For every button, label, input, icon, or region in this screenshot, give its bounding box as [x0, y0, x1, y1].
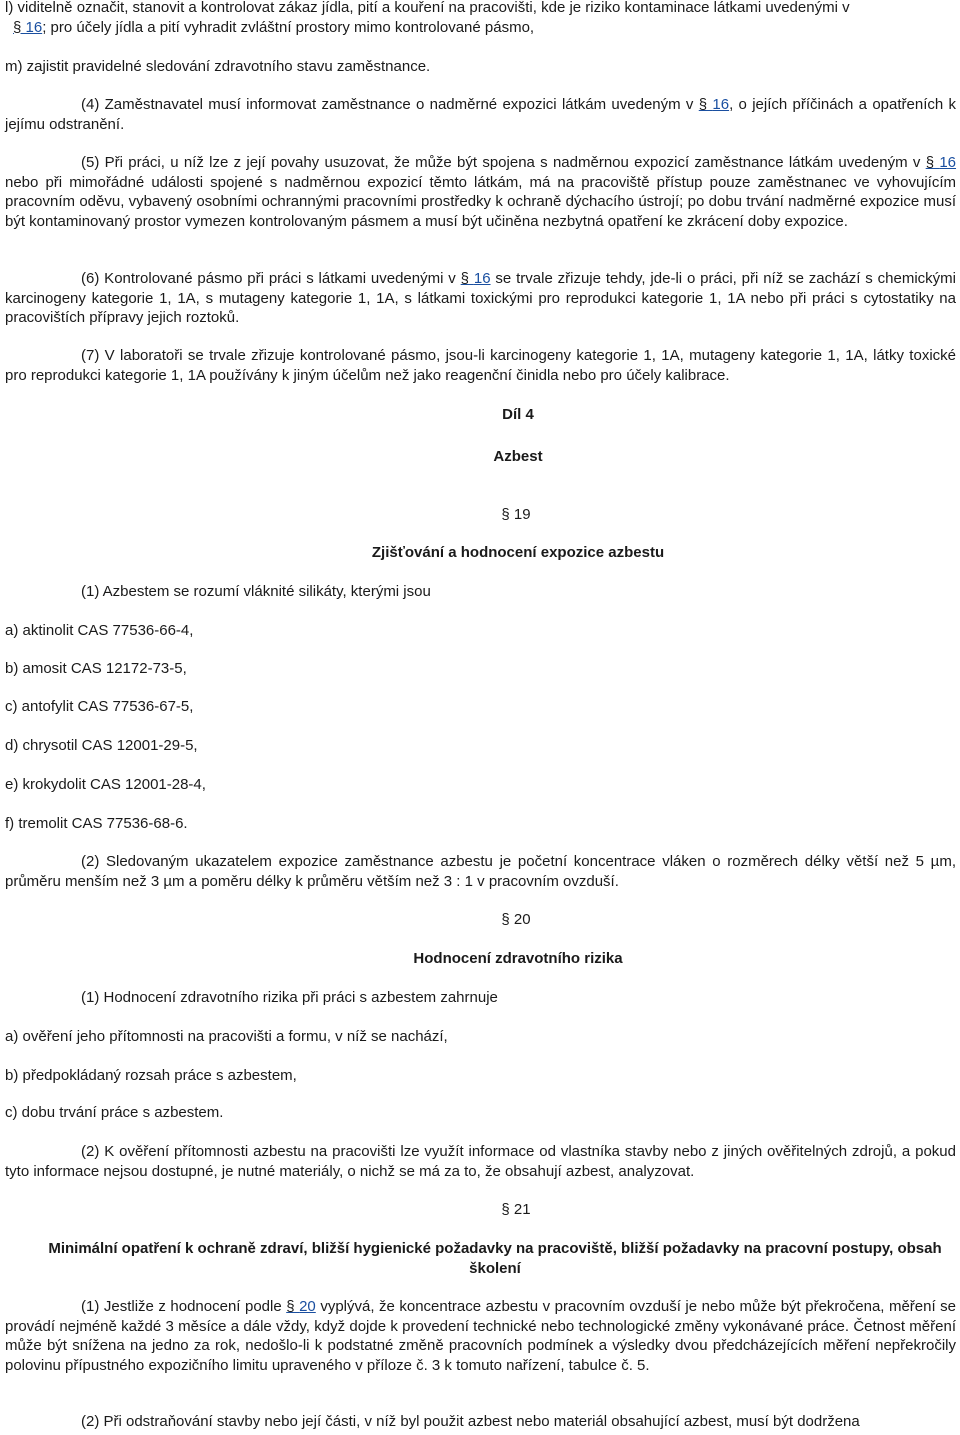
section-21-paragraph-1: (1) Jestliže z hodnocení podle § 20 vyplývá, že koncentrace azbestu v pracovním ovzduší je nebo může být překročena, měření se provádí nejméně každé 3 měsíce a dále vždy, když dojde k provedení technické nebo technologické změny vykonávané práce. Četnost měření může být snížena na jedno za rok, nedošlo-li k podstatné změně pracovních podmínek a výsledky dvou předcházejících měření nepřekročily polovinu přípustného expozičního limitu upraveného v příloze č. 3 k tomuto nařízení, tabulce č. 5.	[5, 1297, 956, 1375]
list-item: c) dobu trvání práce s azbestem.	[5, 1104, 224, 1121]
section-20-number: § 20	[36, 910, 960, 930]
section-21-paragraph-2: (2) Při odstraňování stavby nebo její části, v níž byl použit azbest nebo materiál obsahující azbest, musí být dodržena	[81, 1413, 860, 1430]
list-item: f) tremolit CAS 77536-68-6.	[5, 815, 188, 832]
paragraph-6: (6) Kontrolované pásmo při práci s látkami uvedenými v § 16 se trvale zřizuje tehdy, jde-li o práci, při níž se zachází s chemickými karcinogeny kategorie 1, 1A, s mutageny kategorie 1, 1A, s látkami toxickými pro reprodukci kategorie 1, 1A nebo při práci s cytostatiky na pracovištích přípravy jejich roztoků.	[5, 269, 956, 328]
section-16-link[interactable]: § 16	[461, 270, 491, 287]
section-21-title: Minimální opatření k ochraně zdraví, bližší hygienické požadavky na pracoviště, bližší požadavky na pracovní postupy, obsah školení	[48, 1240, 942, 1277]
list-item: b) předpokládaný rozsah práce s azbestem,	[5, 1067, 297, 1084]
section-19-number: § 19	[36, 505, 960, 525]
section-19-paragraph-1: (1) Azbestem se rozumí vláknité silikáty, kterými jsou	[81, 583, 431, 600]
section-21-number: § 21	[36, 1200, 960, 1220]
list-item: e) krokydolit CAS 12001-28-4,	[5, 776, 206, 793]
list-item: b) amosit CAS 12172-73-5,	[5, 660, 187, 677]
paragraph-5: (5) Při práci, u níž lze z její povahy usuzovat, že může být spojena s nadměrnou expozicí zaměstnance látkám uvedeným v § 16 nebo při mimořádné události spojené s nadměrnou expozicí těmto látkám, má na pracoviště přístup pouze zaměstnanec ve vyhovujícím pracovním oděvu, vybavený osobními ochrannými pracovními prostředky k ochraně dýchacího ústrojí; po dobu trvání nadměrné expozice musí být kontaminovaný prostor vymezen kontrolovaným pásmem a musí být učiněna nezbytná opatření ke zkrácení doby expozice.	[5, 153, 956, 231]
section-20-link[interactable]: § 20	[286, 1298, 316, 1315]
paragraph-7: (7) V laboratoři se trvale zřizuje kontrolované pásmo, jsou-li karcinogeny kategorie 1, 1A, mutageny kategorie 1, 1A, látky toxické pro reprodukci kategorie 1, 1A používány k jiným účelům než jako reagenční činidla nebo pro účely kalibrace.	[5, 347, 956, 384]
section-16-link[interactable]: § 16	[926, 154, 956, 171]
section-19-title: Zjišťování a hodnocení expozice azbestu	[371, 544, 665, 561]
list-item: a) aktinolit CAS 77536-66-4,	[5, 622, 194, 639]
section-19-paragraph-2: (2) Sledovaným ukazatelem expozice zaměstnance azbestu je početní koncentrace vláken o rozměrech délky větší než 5 µm, průměru menším než 3 µm a poměru délky k průměru větším než 3 : 1 v pracovním ovzduší.	[5, 853, 956, 890]
item-l: l) viditelně označit, stanovit a kontrolovat zákaz jídla, pití a kouření na pracovišti, kde je riziko kontaminace látkami uvedenými v § 16; pro účely jídla a pití vyhradit zvláštní prostory mimo kontrolované pásmo,	[5, 0, 956, 37]
section-20-paragraph-2: (2) K ověření přítomnosti azbestu na pracovišti lze využít informace od vlastníka stavby nebo z jiných ověřitelných zdrojů, a pokud tyto informace nejsou dostupné, je nutné materiály, o nichž se má za to, že obsahují azbest, analyzovat.	[5, 1143, 956, 1180]
item-m: m) zajistit pravidelné sledování zdravotního stavu zaměstnance.	[5, 58, 431, 75]
list-item: d) chrysotil CAS 12001-29-5,	[5, 737, 198, 754]
section-20-title: Hodnocení zdravotního rizika	[413, 950, 623, 967]
section-16-link[interactable]: § 16	[5, 19, 42, 36]
part-label: Díl 4	[502, 406, 534, 423]
list-item: a) ověření jeho přítomnosti na pracovišti a formu, v níž se nachází,	[5, 1028, 448, 1045]
section-20-paragraph-1: (1) Hodnocení zdravotního rizika při práci s azbestem zahrnuje	[81, 989, 498, 1006]
part-title: Azbest	[493, 448, 543, 465]
section-16-link[interactable]: § 16	[699, 96, 729, 113]
paragraph-4: (4) Zaměstnavatel musí informovat zaměstnance o nadměrné expozici látkám uvedeným v § 16, o jejích příčinách a opatřeních k jejímu odstranění.	[5, 95, 956, 134]
list-item: c) antofylit CAS 77536-67-5,	[5, 698, 194, 715]
